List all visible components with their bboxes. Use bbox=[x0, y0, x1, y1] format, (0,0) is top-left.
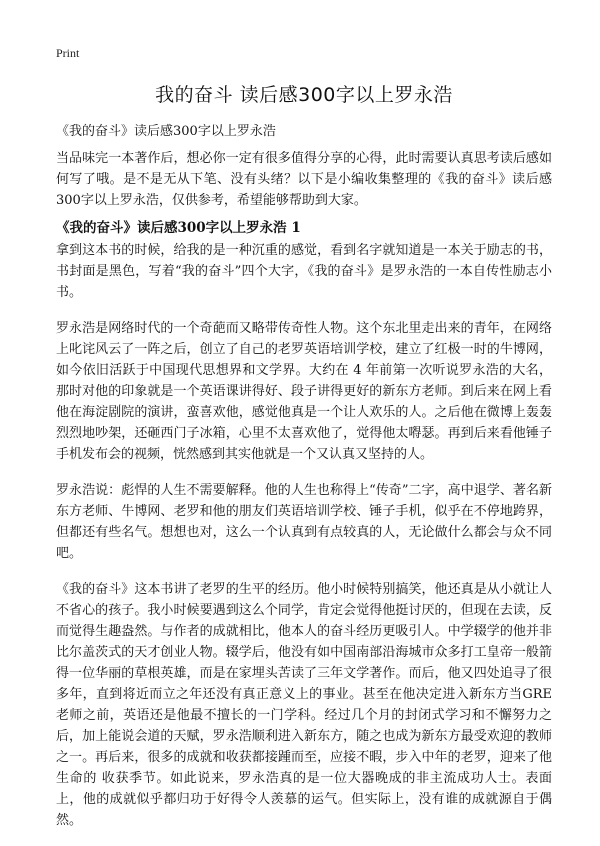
body-paragraph: 罗永浩是网络时代的一个奇葩而又略带传奇性人物。这个东北里走出来的青年，在网络上叱诧风云了一阵之后，创立了自己的老罗英语培训学校，建立了红极一时的牛博网，如今依旧活跃于中国现代思想界和文学界。大约在 4 年前第一次听说罗永浩的大名，那时对他的印象就是一个英语课讲得好、段子讲得更好的新东方老师。到后来在网上看他在海淀剧院的演讲，蛮喜欢他，感觉他真是一个让人欢乐的人。之后他在微博上轰轰烈烈地吵架，还砸西门子冰箱，心里不太喜欢他了，觉得他太嘚瑟。再到后来看他锤子手机发布会的视频，恍然感到其实他就是一个又认真又坚持的人。 bbox=[56, 321, 552, 462]
body-paragraph: 罗永浩说：彪悍的人生不需要解释。他的人生也称得上“传奇”二字，高中退学、著名新东方老师、牛博网、老罗和他的朋友们英语培训学校、锤子手机，似乎在不停地跨界，但都还有些名气。想想也对，这么一个认真到有点较真的人，无论做什么都会与众不同吧。 bbox=[56, 483, 552, 561]
intro-paragraph: 当品味完一本著作后，想必你一定有很多值得分享的心得，此时需要认真思考读后感如何写了哦。是不是无从下笔、没有头绪？以下是小编收集整理的《我的奋斗》读后感300字以上罗永浩，仅供参考，希望能够帮助到大家。 bbox=[56, 151, 552, 208]
print-label[interactable]: Print bbox=[56, 46, 80, 60]
body-paragraph: 拿到这本书的时候，给我的是一种沉重的感觉，看到名字就知道是一本关于励志的书，书封面是黑色，写着“我的奋斗”四个大字，《我的奋斗》是罗永浩的一本自传性励志小书。 bbox=[56, 243, 552, 300]
body-paragraph: 《我的奋斗》这本书讲了老罗的生平的经历。他小时候特别搞笑，他还真是从小就让人不省心的孩子。我小时候要遇到这么个同学，肯定会觉得他挺讨厌的，但现在去读，反而觉得生趣盎然。与作者的成就相比，他本人的奋斗经历更吸引人。中学辍学的他并非比尔盖茨式的天才创业人物。辍学后，他没有如中国南部沿海城市众多打工皇帝一般箭得一位华丽的草根英雄，而是在家埋头苦读了三年文学著作。而后，他又四处追寻了很多年，直到将近而立之年还没有真正意义上的事业。甚至在他决定进入新东方当GRE老师之前，英语还是他最不擅长的一门学科。经过几个月的封闭式学习和不懈努力之后，加上能说会道的天赋，罗永浩顺利进入新东方，随之也成为新东方最受欢迎的教师之一。再后来，很多的成就和收获都接踵而至，应接不暇，步入中年的老罗，迎来了他生命的 收获季节。如此说来，罗永浩真的是一位大器晚成的非主流成功人士。表面上，他的成就似乎都归功于好得令人羡慕的运气。但实际上，没有谁的成就源自于偶然。 bbox=[56, 582, 552, 828]
document-subtitle: 《我的奋斗》读后感300字以上罗永浩 bbox=[56, 124, 276, 139]
document-title: 我的奋斗 读后感300字以上罗永浩 bbox=[155, 84, 453, 106]
body-paragraphs bbox=[56, 240, 552, 846]
section-heading: 《我的奋斗》读后感300字以上罗永浩 1 bbox=[56, 220, 301, 236]
